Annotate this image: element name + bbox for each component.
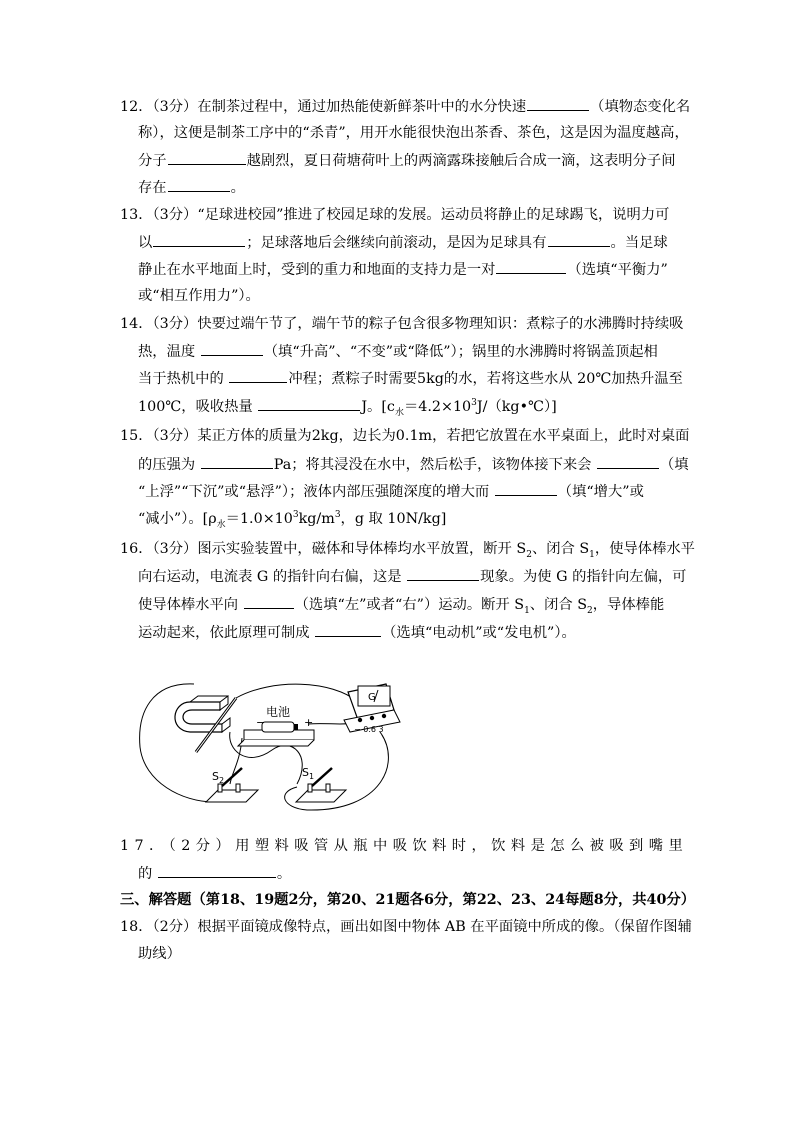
q12-text: 。: [230, 180, 245, 196]
q14-blank-2[interactable]: [229, 368, 287, 383]
galvanometer-label: G: [368, 692, 376, 703]
q16-text: 现象。为使 G 的指针向左偏，可: [480, 569, 687, 585]
q16-text: ，导体棒能: [592, 597, 665, 613]
q14-text: （填“升高”、“不变”或“降低”）；锅里的水沸腾时将锅盖顶起相: [263, 344, 658, 360]
q14-blank-1[interactable]: [201, 341, 263, 356]
q16-text: 使导体棒水平向: [138, 597, 243, 613]
q14-line3: [138, 368, 683, 389]
q12-blank-1[interactable]: [527, 96, 589, 111]
q14-text: 当于热机中的: [138, 371, 229, 387]
switch-s1-label: $S_1$: [302, 766, 315, 781]
section-3-heading: 三、解答题（第18、19题2分，第20、21题各6分，第22、23、24每题8分，共40分）: [120, 892, 696, 908]
q17-blank-1[interactable]: [158, 863, 276, 878]
q15-line1: 15．（3分）某正方体的质量为2kg，边长为0.1m，若把它放置在水平桌面上，此时对桌面: [120, 428, 690, 444]
q14-text: J/（kg•℃）]: [476, 399, 557, 415]
q15-text: （填“增大”或: [557, 484, 644, 500]
q16-text: 16．（3分）图示实验装置中，磁体和导体棒均水平放置，断开 S: [120, 541, 527, 557]
q12-text: 分子: [138, 153, 167, 169]
q16-text: （选填“左”或者“右”）运动。断开 S: [294, 597, 525, 613]
q16-sub: 1: [589, 549, 595, 560]
q16-text: ，使导体棒水平: [594, 541, 695, 557]
q16-text: （选填“电动机”或“发电机”）。: [382, 625, 576, 641]
q13-line4: 或“相互作用力”）。: [138, 288, 260, 304]
q13-blank-2[interactable]: [548, 232, 610, 247]
q15-sup: 3: [292, 510, 299, 521]
q15-text: ，g 取 10N/kg]: [340, 511, 447, 527]
q13-text: 。当足球: [610, 235, 668, 251]
q16-blank-2[interactable]: [244, 594, 294, 609]
q16-blank-1[interactable]: [407, 566, 479, 581]
q16-text: 运动起来，依此原理可制成: [138, 625, 315, 641]
q13-text: 以: [138, 235, 153, 251]
q16-line3: [138, 594, 664, 615]
q12-line4: [138, 177, 245, 198]
q12-text: 12．（3分）在制茶过程中，通过加热能使新鲜茶叶中的水分快速: [120, 99, 527, 115]
q16-sub: 1: [524, 605, 530, 616]
galvanometer-terminals: − 0.6 3: [354, 725, 384, 734]
q12-text: 存在: [138, 180, 167, 196]
q15-text: Pa；将其浸没在水中，然后松手，该物体接下来会: [273, 457, 597, 473]
q15-sup: 3: [334, 510, 341, 521]
q16-line1: [120, 539, 695, 559]
q14-blank-3[interactable]: [258, 396, 360, 411]
q17-text: 。: [276, 866, 292, 882]
battery-plus: +: [304, 716, 314, 729]
q13-line2: [138, 232, 668, 253]
q15-text: kg/m: [298, 511, 335, 527]
q16-line2: [138, 566, 686, 587]
experiment-figure: [132, 672, 422, 822]
battery: [238, 722, 314, 746]
q14-line1: 14．（3分）快要过端午节了，端午节的粽子包含很多物理知识：煮粽子的水沸腾时持续吸: [120, 316, 684, 332]
q15-line4: [138, 509, 446, 529]
q15-line3: [138, 481, 644, 502]
q15-text: （填: [660, 457, 689, 473]
q15-text: ＝1.0×10: [225, 511, 293, 527]
q16-sub: 2: [587, 605, 593, 616]
q13-blank-3[interactable]: [496, 259, 566, 274]
q13-blank-1[interactable]: [153, 232, 245, 247]
q15-text: 的压强为: [138, 457, 200, 473]
q17-line1: 17．（2分）用塑料吸管从瓶中吸饮料时，饮料是怎么被吸到嘴里: [120, 838, 689, 854]
u-magnet: [175, 696, 230, 732]
q12-text: 越剧烈，夏日荷塘荷叶上的两滴露珠接触后合成一滴，这表明分子间: [246, 153, 676, 169]
q18-line2: 助线）: [138, 946, 181, 962]
q12-line1: [120, 96, 690, 117]
q14-text: J。[c: [361, 399, 395, 415]
q14-sup: 3: [471, 398, 477, 409]
q16-sub: 2: [526, 549, 532, 560]
q15-blank-2[interactable]: [597, 454, 659, 469]
q16-text: 向右运动，电流表 G 的指针向右偏，这是: [138, 569, 407, 585]
wire-top: [236, 684, 358, 702]
q15-text: “减小”）。[ρ: [138, 511, 217, 527]
q16-blank-3[interactable]: [315, 622, 381, 637]
q13-line1: 13．（3分）“足球进校园”推进了校园足球的发展。运动员将静止的足球踢飞，说明力可: [120, 207, 670, 223]
q14-line2: [138, 341, 658, 362]
q15-blank-1[interactable]: [201, 454, 273, 469]
q12-line3: [138, 150, 676, 171]
q12-text: （填物态变化名: [590, 99, 691, 115]
q14-sub: 水: [394, 407, 404, 418]
q18-line1: 18．（2分）根据平面镜成像特点，画出如图中物体 AB 在平面镜中所成的像。（保留作图辅: [120, 919, 692, 935]
battery-minus: −: [256, 716, 266, 729]
q14-text: 100℃，吸收热量: [138, 399, 258, 415]
battery-label: 电池: [266, 705, 291, 719]
q12-blank-3[interactable]: [168, 177, 230, 192]
q17-line2: [138, 863, 291, 884]
q13-text: （选填“平衡力”: [567, 262, 668, 278]
q14-text: ＝4.2×10: [403, 399, 472, 415]
q13-text: 静止在水平地面上时，受到的重力和地面的支持力是一对: [138, 262, 496, 278]
q14-text: 热，温度: [138, 344, 200, 360]
switch-s2-label: $S_2$: [212, 770, 225, 785]
q12-blank-2[interactable]: [168, 150, 246, 165]
q15-blank-3[interactable]: [495, 481, 557, 496]
q15-text: “上浮”“下沉”或“悬浮”）；液体内部压强随深度的增大而: [138, 484, 494, 500]
q16-line4: [138, 622, 576, 643]
q12-line2: 称），这便是制茶工序中的“杀青”，用开水能很快泡出茶香、茶色，这是因为温度越高，: [138, 125, 689, 141]
q16-text: 、闭合 S: [529, 597, 588, 613]
q17-text: 的: [138, 866, 157, 882]
q14-line4: [138, 396, 557, 417]
q13-text: ；足球落地后会继续向前滚动，是因为足球具有: [246, 235, 547, 251]
q14-text: 冲程；煮粽子时需要5kg的水，若将这些水从 20℃加热升温至: [288, 371, 683, 387]
q15-line2: [138, 454, 689, 475]
q15-sub: 水: [216, 519, 226, 530]
q13-line3: [138, 259, 668, 280]
q16-text: 、闭合 S: [531, 541, 590, 557]
